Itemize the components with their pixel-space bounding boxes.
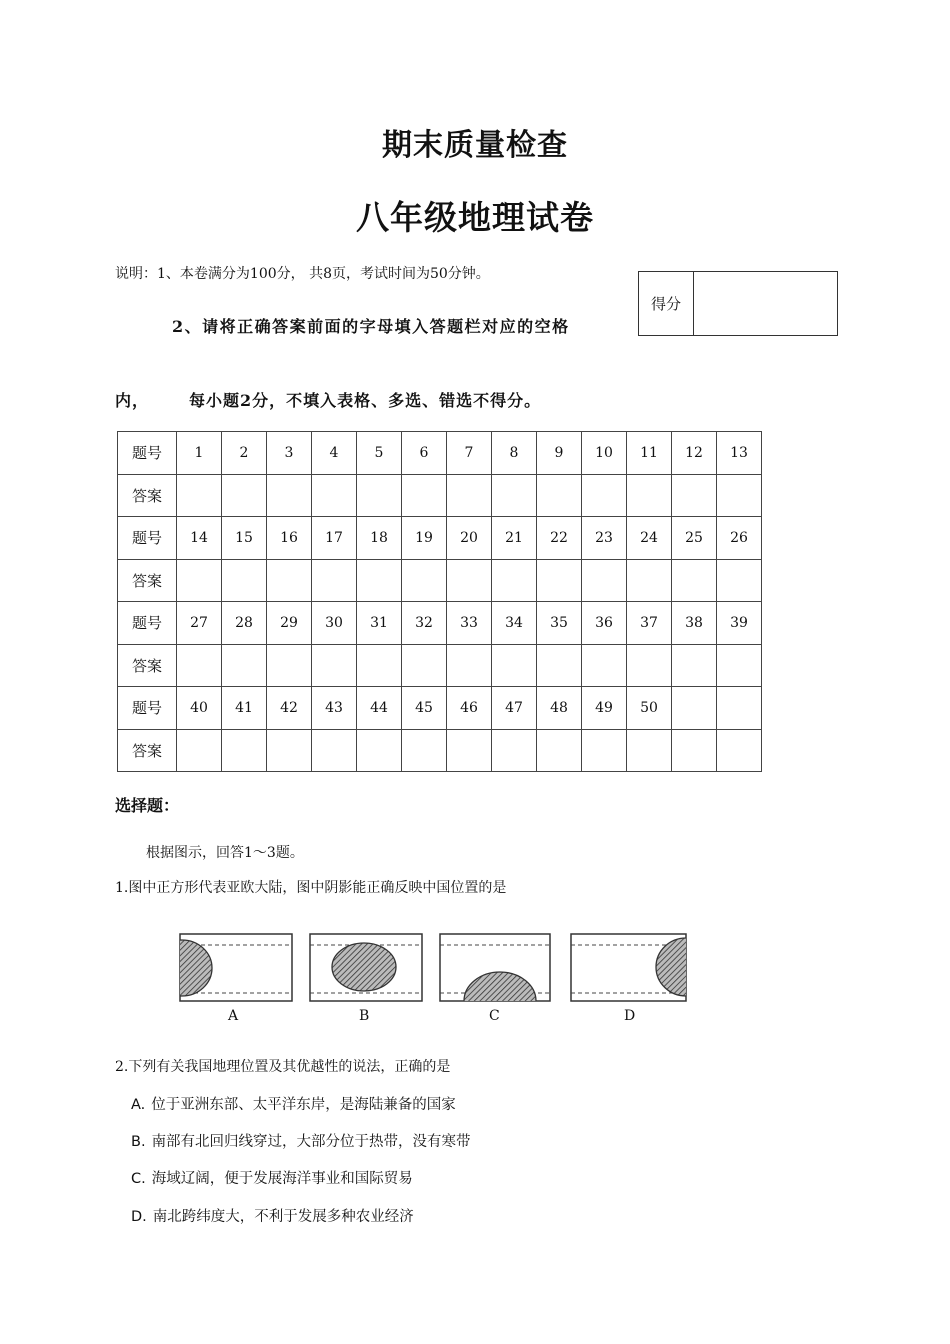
answer-cell[interactable] [267,729,312,772]
question-number-cell: 6 [402,432,447,475]
question-number-cell: 29 [267,602,312,645]
question-number-cell: 19 [402,517,447,560]
figure-option-b [310,934,422,1001]
option-text: 南北跨纬度大，不利于发展多种农业经济 [152,1209,414,1225]
instruction-line-3b: 每小题2分，不填入表格、多选、错选不得分。 [189,391,542,410]
question-number-cell: 24 [627,517,672,560]
page-title: 期末质量检查 [382,128,568,163]
score-box [638,271,838,336]
figure-label-c: C [489,1008,500,1024]
question-number-cell: 46 [447,687,492,730]
answer-cell[interactable] [177,559,222,602]
question-number-cell [717,687,762,730]
option-text: 位于亚洲东部、太平洋东岸，是海陆兼备的国家 [151,1097,456,1113]
answer-cell[interactable] [492,474,537,517]
answer-cell[interactable] [447,729,492,772]
answer-label: 答案 [118,644,177,687]
answer-label: 答案 [118,729,177,772]
option-letter: D. [131,1209,147,1225]
score-value[interactable] [694,272,837,335]
question-number-cell: 13 [717,432,762,475]
answer-label: 答案 [118,474,177,517]
answer-row [118,474,762,517]
question-number-cell: 5 [357,432,402,475]
answer-cell[interactable] [222,729,267,772]
question-number-cell [672,687,717,730]
question-number-cell: 49 [582,687,627,730]
question-number-cell: 12 [672,432,717,475]
answer-label: 答案 [118,559,177,602]
answer-cell[interactable] [492,644,537,687]
answer-cell[interactable] [627,729,672,772]
answer-cell[interactable] [177,474,222,517]
question-number-cell: 23 [582,517,627,560]
answer-cell[interactable] [357,474,402,517]
answer-cell[interactable] [717,644,762,687]
answer-cell[interactable] [357,559,402,602]
question-number-cell: 38 [672,602,717,645]
instruction-line-2: 2、请将正确答案前面的字母填入答题栏对应的空格 [172,317,570,336]
option-text: 南部有北回归线穿过，大部分位于热带，没有寒带 [151,1134,471,1150]
question-number-cell: 45 [402,687,447,730]
question-number-cell: 37 [627,602,672,645]
instruction-line-3 [115,388,541,411]
answer-table [117,431,762,772]
answer-cell[interactable] [222,644,267,687]
answer-cell[interactable] [177,644,222,687]
question-number-row [118,687,762,730]
answer-cell[interactable] [717,729,762,772]
answer-cell[interactable] [627,559,672,602]
question-2: 2.下列有关我国地理位置及其优越性的说法，正确的是 [115,1059,451,1075]
question-number-cell: 22 [537,517,582,560]
answer-cell[interactable] [717,474,762,517]
answer-cell[interactable] [537,644,582,687]
question-number-cell: 20 [447,517,492,560]
answer-cell[interactable] [222,474,267,517]
question-number-label: 题号 [118,602,177,645]
question-number-cell: 28 [222,602,267,645]
answer-cell[interactable] [312,474,357,517]
question-number-cell: 17 [312,517,357,560]
question-number-cell: 36 [582,602,627,645]
answer-cell[interactable] [582,729,627,772]
question-2-option-c[interactable] [131,1167,413,1188]
answer-cell[interactable] [717,559,762,602]
answer-cell[interactable] [672,559,717,602]
section-title: 选择题： [115,796,180,815]
answer-cell[interactable] [447,474,492,517]
question-number-label: 题号 [118,517,177,560]
question-1: 1.图中正方形代表亚欧大陆，图中阴影能正确反映中国位置的是 [115,880,507,896]
figure-option-c [440,934,550,1010]
figure-label-a: A [228,1008,239,1024]
option-letter: A. [131,1097,146,1113]
answer-cell[interactable] [267,474,312,517]
answer-cell[interactable] [672,644,717,687]
question-number-cell: 18 [357,517,402,560]
question-number-cell: 15 [222,517,267,560]
question-number-cell: 34 [492,602,537,645]
answer-cell[interactable] [402,559,447,602]
question-number-cell: 1 [177,432,222,475]
answer-cell[interactable] [492,559,537,602]
question-number-cell: 10 [582,432,627,475]
question-number-row [118,432,762,475]
answer-cell[interactable] [402,644,447,687]
question-2-option-d[interactable] [131,1205,414,1226]
answer-cell[interactable] [357,644,402,687]
answer-cell[interactable] [582,644,627,687]
answer-cell[interactable] [537,474,582,517]
option-letter: B. [131,1134,146,1150]
answer-cell[interactable] [582,474,627,517]
instruction-line-1: 说明：1、本卷满分为100分， 共8页，考试时间为50分钟。 [115,266,490,282]
question-number-cell: 21 [492,517,537,560]
option-text: 海域辽阔，便于发展海洋事业和国际贸易 [151,1171,413,1187]
answer-cell[interactable] [312,559,357,602]
score-label: 得分 [639,272,694,335]
question-number-cell: 41 [222,687,267,730]
question-number-row [118,517,762,560]
answer-cell[interactable] [537,559,582,602]
question-2-option-b[interactable] [131,1130,471,1151]
question-number-cell: 33 [447,602,492,645]
answer-cell[interactable] [627,474,672,517]
question-2-option-a[interactable] [131,1093,456,1114]
question-number-cell: 44 [357,687,402,730]
answer-cell[interactable] [582,559,627,602]
figure-option-a [170,934,292,1001]
question-number-cell: 43 [312,687,357,730]
question-number-cell: 31 [357,602,402,645]
question-number-cell: 16 [267,517,312,560]
question-number-cell: 9 [537,432,582,475]
answer-cell[interactable] [447,644,492,687]
question-intro: 根据图示，回答1～3题。 [146,845,304,861]
question-number-cell: 39 [717,602,762,645]
answer-row [118,729,762,772]
answer-cell[interactable] [267,644,312,687]
answer-cell[interactable] [312,729,357,772]
answer-cell[interactable] [447,559,492,602]
figure-option-d [571,934,710,1001]
question-number-cell: 7 [447,432,492,475]
answer-cell[interactable] [627,644,672,687]
question-number-cell: 30 [312,602,357,645]
answer-cell[interactable] [492,729,537,772]
answer-cell[interactable] [537,729,582,772]
answer-row [118,559,762,602]
question-number-cell: 2 [222,432,267,475]
question-number-cell: 48 [537,687,582,730]
figure-label-b: B [359,1008,370,1024]
answer-cell[interactable] [267,559,312,602]
question-number-cell: 27 [177,602,222,645]
question-number-cell: 47 [492,687,537,730]
answer-cell[interactable] [402,729,447,772]
question-number-cell: 32 [402,602,447,645]
answer-cell[interactable] [402,474,447,517]
question-number-cell: 8 [492,432,537,475]
question-number-cell: 3 [267,432,312,475]
answer-cell[interactable] [672,474,717,517]
answer-cell[interactable] [177,729,222,772]
question-number-row [118,602,762,645]
exam-subtitle: 八年级地理试卷 [356,198,594,237]
figure-label-d: D [624,1008,636,1024]
question-number-cell: 42 [267,687,312,730]
option-letter: C. [131,1171,146,1187]
question-number-cell: 4 [312,432,357,475]
answer-row [118,644,762,687]
question-1-figure [170,920,710,1010]
question-number-cell: 25 [672,517,717,560]
answer-cell[interactable] [222,559,267,602]
question-number-cell: 50 [627,687,672,730]
question-number-cell: 14 [177,517,222,560]
instruction-line-3a: 内， [115,391,150,410]
question-number-label: 题号 [118,432,177,475]
question-number-label: 题号 [118,687,177,730]
answer-cell[interactable] [357,729,402,772]
question-number-cell: 40 [177,687,222,730]
question-number-cell: 26 [717,517,762,560]
question-number-cell: 11 [627,432,672,475]
answer-cell[interactable] [672,729,717,772]
answer-cell[interactable] [312,644,357,687]
question-number-cell: 35 [537,602,582,645]
